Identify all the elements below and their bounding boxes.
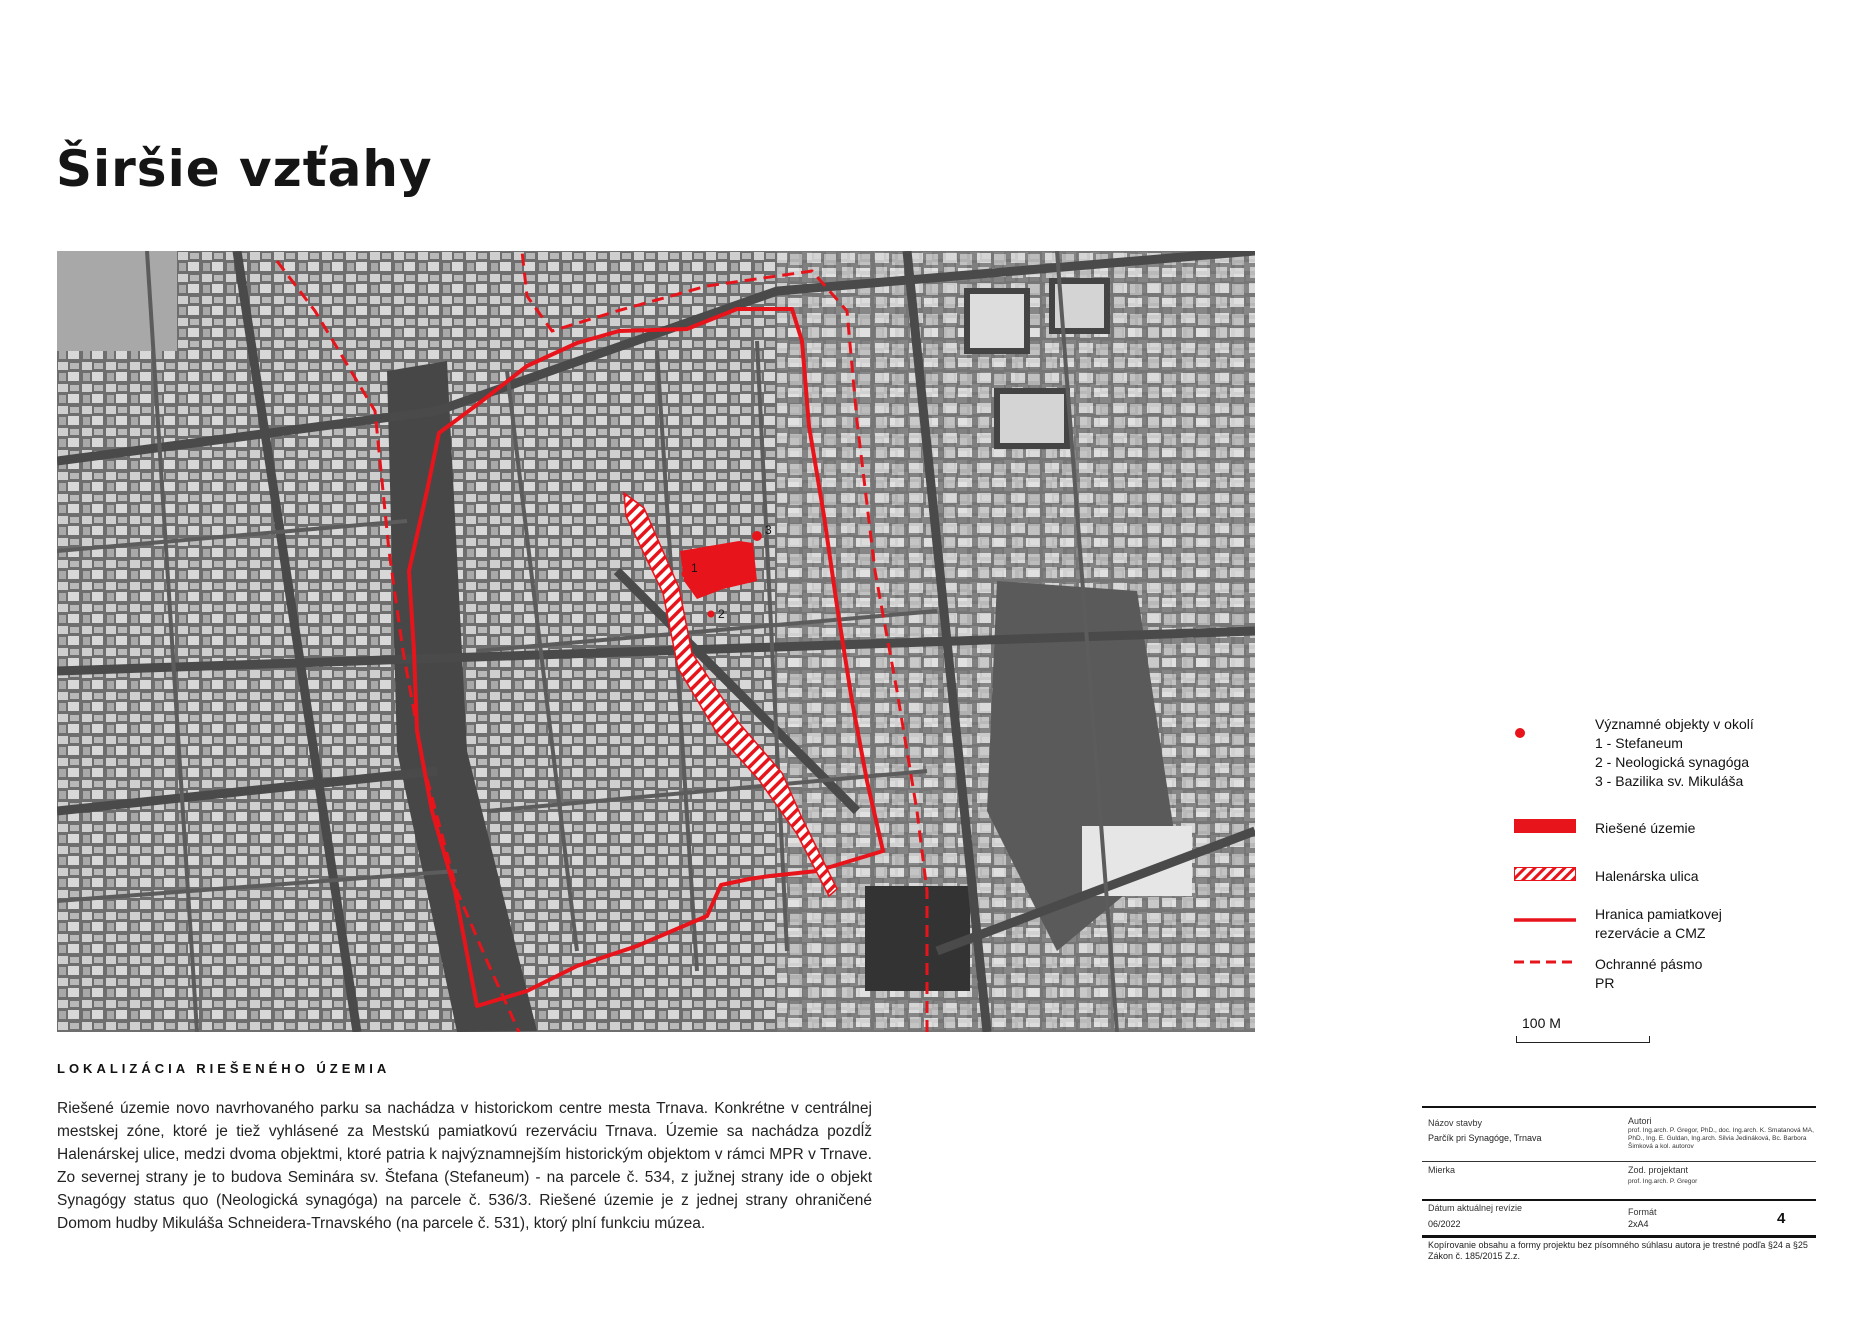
marker-dot (708, 611, 715, 618)
copyright-note: Kopírovanie obsahu a formy projektu bez písomného súhlasu autora je trestné podľa §24 a §25 Zákon č. 185/2015 Z.z. (1428, 1240, 1808, 1261)
legend-text (1595, 867, 1699, 886)
legend-line: 2 - Neologická synagóga (1595, 754, 1750, 770)
scale-bar-line (1516, 1036, 1650, 1043)
title-block-divider (1422, 1161, 1816, 1162)
page-title: Širšie vzťahy (56, 140, 433, 198)
legend-solid-bar-symbol (1514, 819, 1576, 833)
marker-dot (682, 571, 689, 578)
legend-item-significant-objects (1505, 715, 1805, 789)
marker-label: 1 (691, 561, 698, 575)
legend-solid-line-symbol (1514, 917, 1576, 923)
title-block-rule (1422, 1199, 1816, 1201)
building-name-value: Parčík pri Synagóge, Trnava (1428, 1133, 1542, 1143)
legend-text (1595, 819, 1695, 838)
legend-line: 3 - Bazilika sv. Mikuláša (1595, 773, 1744, 789)
page-number: 4 (1777, 1210, 1786, 1227)
legend-dot-symbol (1514, 727, 1526, 739)
building-block (997, 391, 1067, 446)
title-block-rule (1422, 1106, 1816, 1108)
format-value: 2xA4 (1628, 1219, 1649, 1229)
responsible-designer-label: Zod. projektant (1628, 1165, 1689, 1175)
authors-label: Autori (1628, 1116, 1652, 1126)
scale-label: Mierka (1428, 1165, 1456, 1175)
legend-line: 1 - Stefaneum (1595, 735, 1683, 751)
title-block (1422, 1106, 1816, 1266)
cemetery (57, 251, 177, 351)
building-block (967, 291, 1027, 351)
aerial-map[interactable] (57, 251, 1255, 1032)
legend-text (1595, 715, 1754, 791)
building-block (865, 886, 970, 991)
legend-line: Riešené územie (1595, 820, 1696, 836)
legend-line: rezervácie a CMZ (1595, 925, 1706, 941)
marker-label: 2 (718, 607, 725, 621)
authors-value: prof. Ing.arch. P. Gregor, PhD., doc. Ing.arch. K. Smatanová MA, PhD., Ing. E. Guldan, Ing.arch. Silvia Jedináková, Bc. Barbora Šimková a kol. autorov (1628, 1127, 1814, 1150)
legend-text (1595, 905, 1722, 943)
legend-line: Ochranné pásmo (1595, 956, 1703, 972)
legend-hatched-bar-symbol (1514, 867, 1576, 881)
revision-date-value: 06/2022 (1428, 1219, 1461, 1229)
legend-line: Halenárska ulica (1595, 868, 1699, 884)
section-heading: LOKALIZÁCIA RIEŠENÉHO ÚZEMIA (57, 1061, 391, 1076)
scale-bar (1516, 1015, 1651, 1043)
legend-text (1595, 955, 1702, 993)
building-name-label: Názov stavby (1428, 1118, 1483, 1128)
legend-line: Hranica pamiatkovej (1595, 906, 1722, 922)
format-label: Formát (1628, 1207, 1657, 1217)
map-canvas (57, 251, 1255, 1032)
revision-date-label: Dátum aktuálnej revízie (1428, 1203, 1523, 1213)
marker-dot (752, 531, 762, 541)
legend-line: PR (1595, 975, 1615, 991)
legend-line: Významné objekty v okolí (1595, 716, 1754, 732)
title-block-rule (1422, 1235, 1816, 1238)
scale-bar-label: 100 M (1522, 1015, 1561, 1031)
responsible-designer-value: prof. Ing.arch. P. Gregor (1628, 1178, 1698, 1185)
legend-dashed-line-symbol (1514, 959, 1576, 965)
marker-label: 3 (765, 523, 772, 537)
description-text: Riešené územie novo navrhovaného parku sa nachádza v historickom centre mesta Trnava. Konkrétne v centrálnej mestskej zóne, ktoré je tiež vyhlásené za Mestskú pamiatkovú rezerváciu Trnava. Územie sa nachádza pozdĺž Halenárskej ulice, medzi dvoma objektmi, ktoré patria k najvýznamnejším historickým objektom v rámci MPR v Trnave. Zo severnej strany je to budova Seminára sv. Štefana (Stefaneum) - na parcele č. 534, z južnej strany ide o objekt Synagógy status quo (Neologická synagóga) na parcele č. 536/3. Riešené územie je z jednej strany ohraničené Domom hudby Mikuláša Schneidera-Trnavského (na parcele č. 531), ktorý plní funkciu múzea. (57, 1100, 872, 1232)
